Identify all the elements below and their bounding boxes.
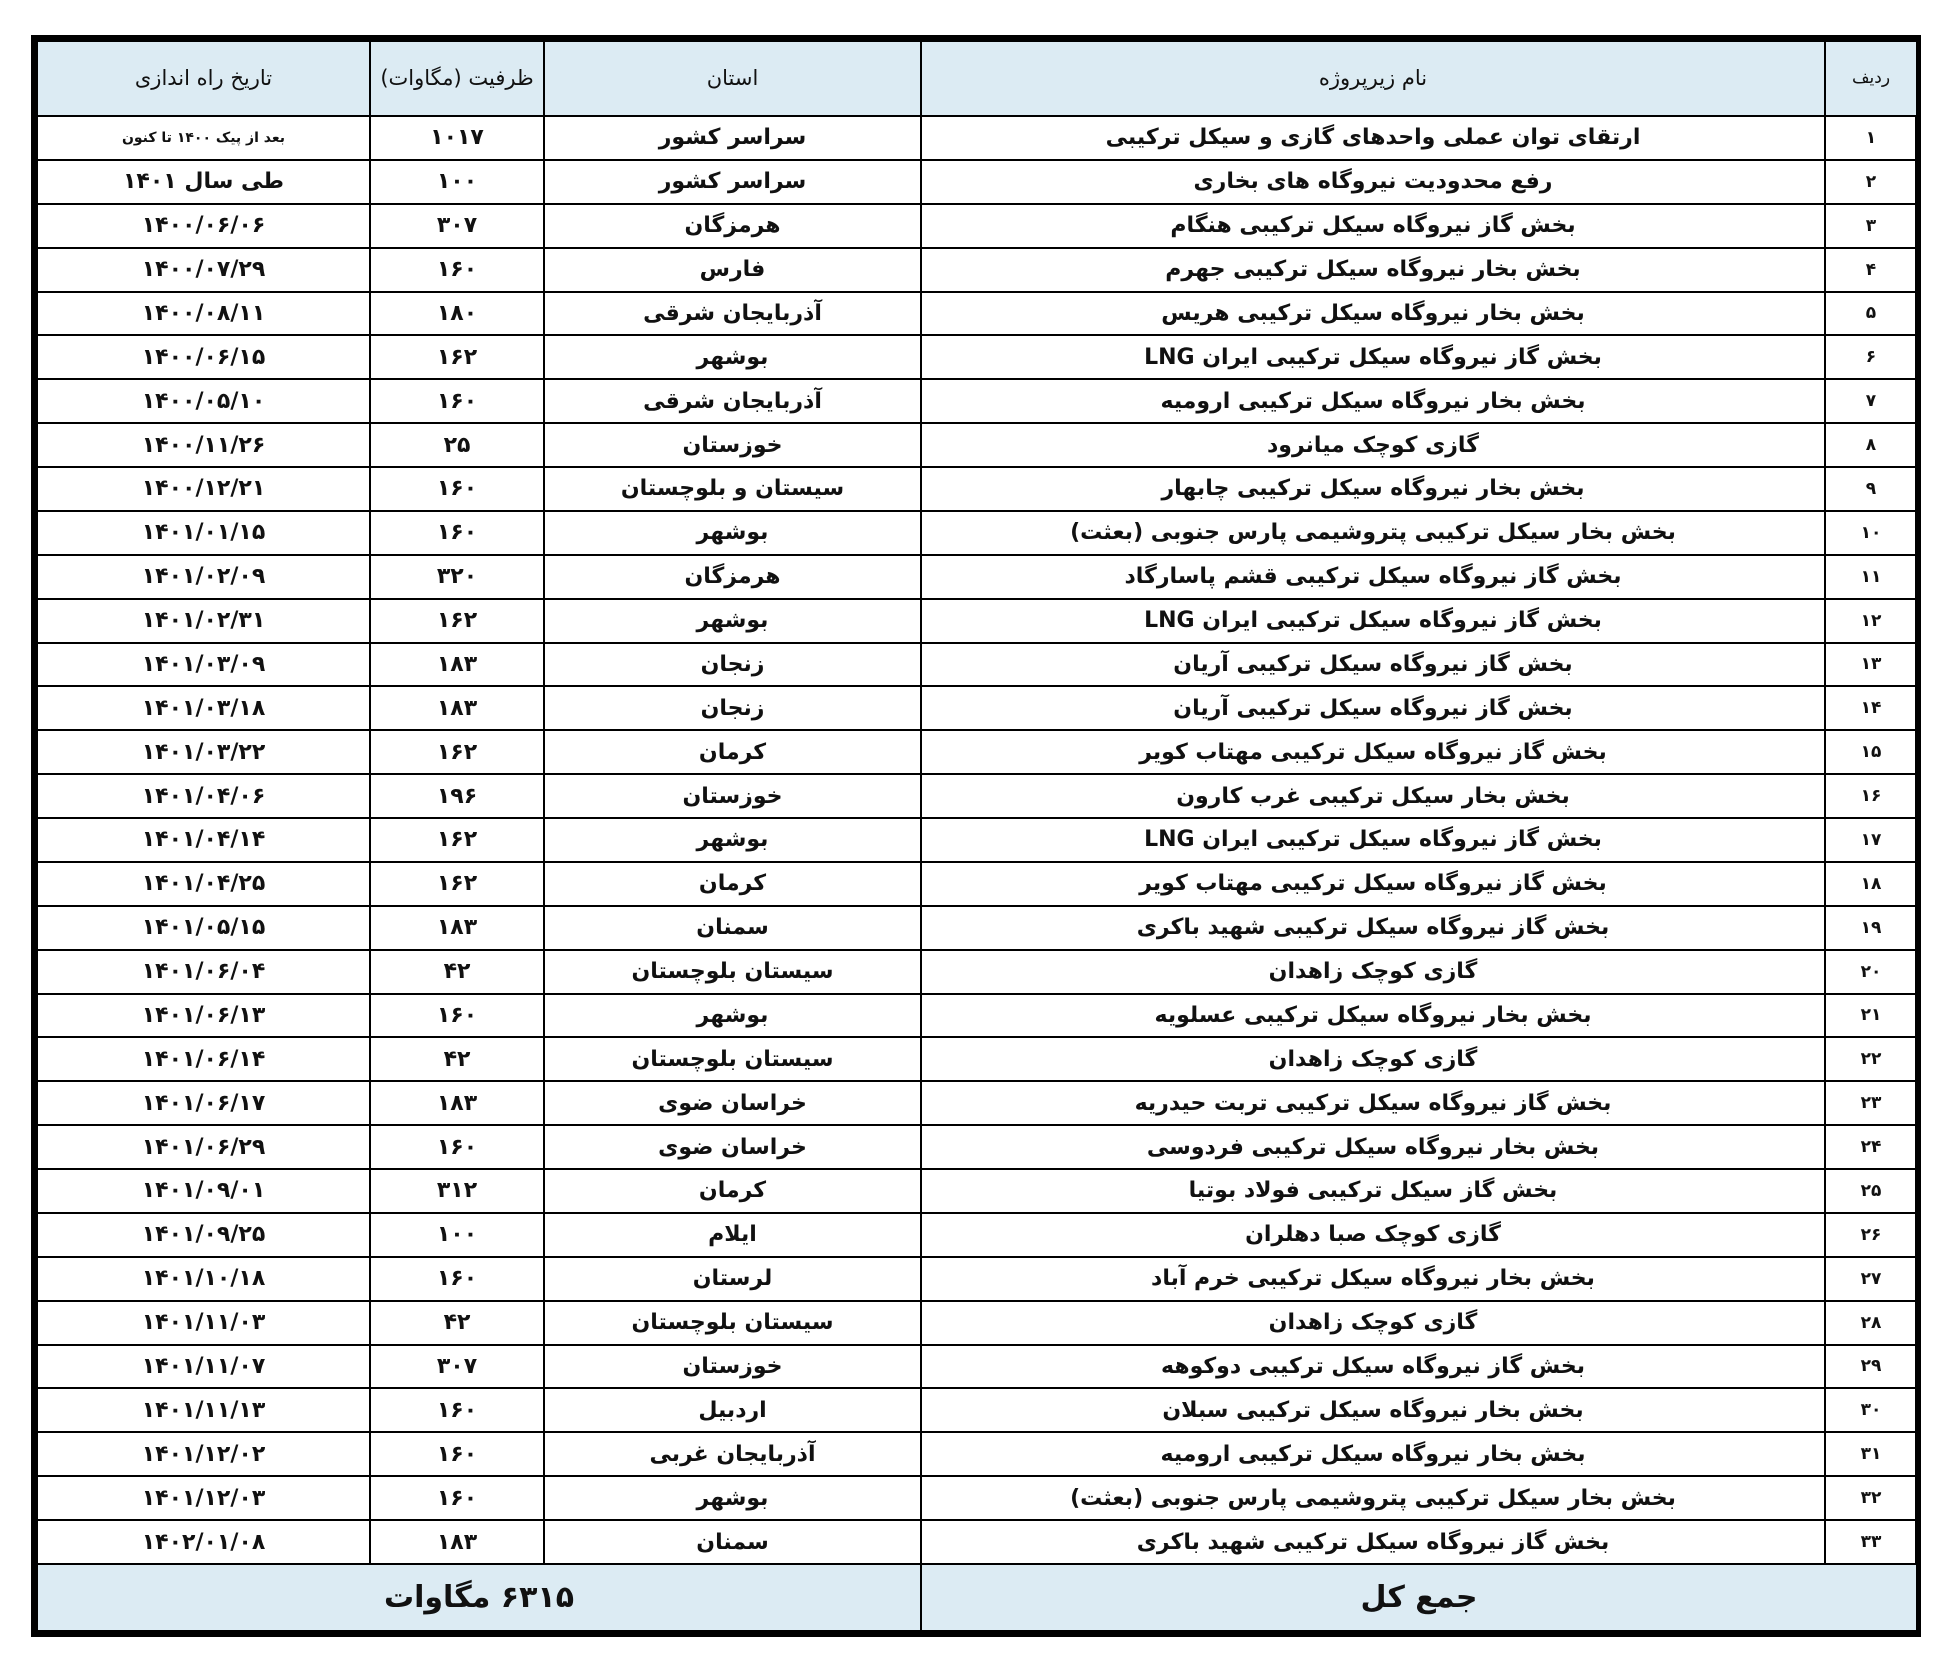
cell-launch-date: ۱۴۰۱/۱۰/۱۸: [37, 1257, 370, 1301]
cell-row-number: ۱۵: [1825, 730, 1917, 774]
header-province: استان: [544, 41, 921, 116]
cell-subproject-name: بخش بخار نیروگاه سیکل ترکیبی هریس: [921, 292, 1825, 336]
cell-row-number: ۳۳: [1825, 1520, 1917, 1564]
cell-province: بوشهر: [544, 511, 921, 555]
cell-subproject-name: رفع محدودیت نیروگاه های بخاری: [921, 160, 1825, 204]
cell-province: کرمان: [544, 862, 921, 906]
cell-row-number: ۷: [1825, 379, 1917, 423]
header-launch-date: تاریخ راه اندازی: [37, 41, 370, 116]
cell-launch-date: ۱۴۰۱/۰۴/۱۴: [37, 818, 370, 862]
cell-launch-date: ۱۴۰۱/۱۲/۰۲: [37, 1432, 370, 1476]
cell-capacity: ۱۰۰: [370, 1213, 544, 1257]
cell-row-number: ۲۴: [1825, 1125, 1917, 1169]
cell-province: سیستان بلوچستان: [544, 1037, 921, 1081]
cell-row-number: ۳: [1825, 204, 1917, 248]
cell-province: فارس: [544, 248, 921, 292]
cell-province: خراسان ضوی: [544, 1125, 921, 1169]
cell-row-number: ۱۰: [1825, 511, 1917, 555]
cell-launch-date: ۱۴۰۲/۰۱/۰۸: [37, 1520, 370, 1564]
table-row: [37, 379, 1917, 423]
cell-province: زنجان: [544, 686, 921, 730]
table-row: [37, 1125, 1917, 1169]
cell-launch-date: ۱۴۰۱/۱۲/۰۳: [37, 1476, 370, 1520]
cell-capacity: ۱۸۰: [370, 292, 544, 336]
cell-subproject-name: بخش گاز نیروگاه سیکل ترکیبی قشم پاسارگاد: [921, 555, 1825, 599]
cell-capacity: ۴۲: [370, 950, 544, 994]
cell-province: بوشهر: [544, 818, 921, 862]
table-row: [37, 1037, 1917, 1081]
cell-province: خوزستان: [544, 774, 921, 818]
cell-capacity: ۱۶۲: [370, 335, 544, 379]
cell-capacity: ۱۶۰: [370, 1257, 544, 1301]
table-row: [37, 116, 1917, 160]
cell-subproject-name: بخش بخار نیروگاه سیکل ترکیبی عسلویه: [921, 994, 1825, 1038]
cell-subproject-name: بخش گاز نیروگاه سیکل ترکیبی آریان: [921, 686, 1825, 730]
cell-row-number: ۱۲: [1825, 599, 1917, 643]
cell-launch-date: ۱۴۰۱/۰۶/۱۳: [37, 994, 370, 1038]
cell-capacity: ۱۶۲: [370, 730, 544, 774]
cell-launch-date: ۱۴۰۱/۱۱/۰۳: [37, 1301, 370, 1345]
table-row: [37, 335, 1917, 379]
cell-capacity: ۱۶۰: [370, 467, 544, 511]
cell-row-number: ۶: [1825, 335, 1917, 379]
cell-subproject-name: بخش گاز نیروگاه سیکل ترکیبی دوکوهه: [921, 1345, 1825, 1389]
cell-province: آذربایجان غربی: [544, 1432, 921, 1476]
cell-row-number: ۳۰: [1825, 1388, 1917, 1432]
cell-subproject-name: بخش گاز نیروگاه سیکل ترکیبی آریان: [921, 643, 1825, 687]
cell-launch-date: ۱۴۰۱/۰۶/۱۴: [37, 1037, 370, 1081]
cell-launch-date: ۱۴۰۱/۰۵/۱۵: [37, 906, 370, 950]
cell-province: سراسر کشور: [544, 116, 921, 160]
cell-capacity: ۱۶۰: [370, 1432, 544, 1476]
cell-launch-date: ۱۴۰۱/۰۲/۳۱: [37, 599, 370, 643]
cell-row-number: ۳۲: [1825, 1476, 1917, 1520]
table-row: [37, 774, 1917, 818]
cell-row-number: ۱۶: [1825, 774, 1917, 818]
cell-launch-date: طی سال ۱۴۰۱: [37, 160, 370, 204]
cell-row-number: ۲۰: [1825, 950, 1917, 994]
cell-subproject-name: بخش گاز سیکل ترکیبی فولاد بوتیا: [921, 1169, 1825, 1213]
cell-launch-date: ۱۴۰۱/۰۱/۱۵: [37, 511, 370, 555]
cell-capacity: ۱۸۳: [370, 643, 544, 687]
table-row: [37, 1432, 1917, 1476]
cell-launch-date: ۱۴۰۱/۱۱/۱۳: [37, 1388, 370, 1432]
cell-province: بوشهر: [544, 599, 921, 643]
cell-launch-date: ۱۴۰۱/۰۳/۱۸: [37, 686, 370, 730]
cell-launch-date: ۱۴۰۱/۰۴/۲۵: [37, 862, 370, 906]
cell-province: خوزستان: [544, 423, 921, 467]
cell-subproject-name: بخش بخار نیروگاه سیکل ترکیبی سبلان: [921, 1388, 1825, 1432]
table-row: [37, 730, 1917, 774]
cell-capacity: ۳۱۲: [370, 1169, 544, 1213]
cell-province: سمنان: [544, 1520, 921, 1564]
table-row: [37, 1257, 1917, 1301]
cell-province: خوزستان: [544, 1345, 921, 1389]
cell-capacity: ۱۶۰: [370, 248, 544, 292]
cell-capacity: ۱۸۳: [370, 686, 544, 730]
total-label: جمع کل: [921, 1564, 1917, 1631]
table-row: [37, 994, 1917, 1038]
cell-row-number: ۴: [1825, 248, 1917, 292]
cell-province: سیستان بلوچستان: [544, 950, 921, 994]
cell-launch-date: ۱۴۰۱/۰۳/۲۲: [37, 730, 370, 774]
cell-launch-date: ۱۴۰۱/۰۶/۰۴: [37, 950, 370, 994]
cell-capacity: ۱۶۰: [370, 511, 544, 555]
cell-subproject-name: بخش بخار نیروگاه سیکل ترکیبی ارومیه: [921, 1432, 1825, 1476]
cell-subproject-name: بخش گاز نیروگاه سیکل ترکیبی ایران LNG: [921, 599, 1825, 643]
cell-row-number: ۲۱: [1825, 994, 1917, 1038]
cell-province: خراسان ضوی: [544, 1081, 921, 1125]
cell-province: کرمان: [544, 730, 921, 774]
table-row: [37, 511, 1917, 555]
cell-capacity: ۳۰۷: [370, 1345, 544, 1389]
header-row-number: ردیف: [1825, 41, 1917, 116]
cell-row-number: ۵: [1825, 292, 1917, 336]
cell-row-number: ۸: [1825, 423, 1917, 467]
header-capacity: ظرفیت (مگاوات): [370, 41, 544, 116]
cell-province: آذربایجان شرقی: [544, 292, 921, 336]
cell-province: سمنان: [544, 906, 921, 950]
cell-row-number: ۲۹: [1825, 1345, 1917, 1389]
cell-capacity: ۱۶۰: [370, 379, 544, 423]
cell-row-number: ۱: [1825, 116, 1917, 160]
cell-capacity: ۳۲۰: [370, 555, 544, 599]
table-row: [37, 423, 1917, 467]
cell-subproject-name: بخش بخار نیروگاه سیکل ترکیبی جهرم: [921, 248, 1825, 292]
table-row: [37, 467, 1917, 511]
cell-row-number: ۳۱: [1825, 1432, 1917, 1476]
cell-province: سیستان و بلوچستان: [544, 467, 921, 511]
cell-subproject-name: بخش گاز نیروگاه سیکل ترکیبی هنگام: [921, 204, 1825, 248]
cell-capacity: ۱۸۳: [370, 1081, 544, 1125]
table-row: [37, 599, 1917, 643]
table-row: [37, 1169, 1917, 1213]
cell-subproject-name: بخش گاز نیروگاه سیکل ترکیبی ایران LNG: [921, 335, 1825, 379]
cell-row-number: ۲۵: [1825, 1169, 1917, 1213]
cell-subproject-name: بخش بخار سیکل ترکیبی غرب کارون: [921, 774, 1825, 818]
table-row: [37, 818, 1917, 862]
table-row: [37, 643, 1917, 687]
cell-capacity: ۱۸۳: [370, 906, 544, 950]
cell-launch-date: ۱۴۰۱/۱۱/۰۷: [37, 1345, 370, 1389]
cell-capacity: ۱۶۰: [370, 1476, 544, 1520]
cell-capacity: ۱۶۰: [370, 1388, 544, 1432]
total-value: ۶۳۱۵ مگاوات: [37, 1564, 921, 1631]
total-row: [37, 1564, 1917, 1631]
table-row: [37, 1388, 1917, 1432]
cell-capacity: ۱۰۰: [370, 160, 544, 204]
cell-row-number: ۱۱: [1825, 555, 1917, 599]
cell-launch-date: ۱۴۰۱/۰۶/۱۷: [37, 1081, 370, 1125]
cell-launch-date: ۱۴۰۱/۰۲/۰۹: [37, 555, 370, 599]
cell-subproject-name: بخش گاز نیروگاه سیکل ترکیبی شهید باکری: [921, 1520, 1825, 1564]
table-row: [37, 160, 1917, 204]
cell-launch-date: ۱۴۰۰/۰۷/۲۹: [37, 248, 370, 292]
cell-province: هرمزگان: [544, 204, 921, 248]
cell-launch-date: ۱۴۰۱/۰۶/۲۹: [37, 1125, 370, 1169]
cell-subproject-name: بخش بخار نیروگاه سیکل ترکیبی چابهار: [921, 467, 1825, 511]
cell-capacity: ۱۹۶: [370, 774, 544, 818]
cell-province: سیستان بلوچستان: [544, 1301, 921, 1345]
cell-subproject-name: بخش بخار نیروگاه سیکل ترکیبی ارومیه: [921, 379, 1825, 423]
cell-row-number: ۱۹: [1825, 906, 1917, 950]
cell-row-number: ۲۷: [1825, 1257, 1917, 1301]
cell-launch-date: ۱۴۰۱/۰۳/۰۹: [37, 643, 370, 687]
table-row: [37, 862, 1917, 906]
cell-row-number: ۱۸: [1825, 862, 1917, 906]
cell-subproject-name: گازی کوچک زاهدان: [921, 1037, 1825, 1081]
cell-subproject-name: گازی کوچک میانرود: [921, 423, 1825, 467]
cell-launch-date: ۱۴۰۰/۰۶/۰۶: [37, 204, 370, 248]
cell-subproject-name: گازی کوچک زاهدان: [921, 950, 1825, 994]
cell-province: بوشهر: [544, 1476, 921, 1520]
cell-province: کرمان: [544, 1169, 921, 1213]
table-row: [37, 1301, 1917, 1345]
table-row: [37, 1520, 1917, 1564]
cell-subproject-name: بخش گاز نیروگاه سیکل ترکیبی مهتاب کویر: [921, 862, 1825, 906]
cell-row-number: ۱۷: [1825, 818, 1917, 862]
table-row: [37, 555, 1917, 599]
cell-province: ایلام: [544, 1213, 921, 1257]
cell-launch-date: ۱۴۰۰/۱۲/۲۱: [37, 467, 370, 511]
header-subproject-name: نام زیرپروژه: [921, 41, 1825, 116]
cell-launch-date: ۱۴۰۱/۰۹/۲۵: [37, 1213, 370, 1257]
cell-launch-date: ۱۴۰۰/۰۶/۱۵: [37, 335, 370, 379]
table-row: [37, 906, 1917, 950]
cell-subproject-name: بخش گاز نیروگاه سیکل ترکیبی تربت حیدریه: [921, 1081, 1825, 1125]
cell-capacity: ۱۰۱۷: [370, 116, 544, 160]
cell-row-number: ۱۳: [1825, 643, 1917, 687]
cell-subproject-name: بخش بخار نیروگاه سیکل ترکیبی خرم آباد: [921, 1257, 1825, 1301]
cell-capacity: ۱۶۲: [370, 818, 544, 862]
cell-launch-date: ۱۴۰۰/۰۵/۱۰: [37, 379, 370, 423]
cell-launch-date: ۱۴۰۰/۰۸/۱۱: [37, 292, 370, 336]
table-row: [37, 1081, 1917, 1125]
table-row: [37, 950, 1917, 994]
cell-subproject-name: بخش بخار سیکل ترکیبی پتروشیمی پارس جنوبی (بعثت): [921, 511, 1825, 555]
cell-subproject-name: بخش گاز نیروگاه سیکل ترکیبی ایران LNG: [921, 818, 1825, 862]
cell-capacity: ۴۲: [370, 1037, 544, 1081]
cell-capacity: ۲۵: [370, 423, 544, 467]
cell-row-number: ۲۲: [1825, 1037, 1917, 1081]
table-row: [37, 248, 1917, 292]
cell-capacity: ۱۸۳: [370, 1520, 544, 1564]
cell-launch-date: ۱۴۰۰/۱۱/۲۶: [37, 423, 370, 467]
cell-subproject-name: ارتقای توان عملی واحدهای گازی و سیکل ترکیبی: [921, 116, 1825, 160]
table-row: [37, 686, 1917, 730]
cell-province: لرستان: [544, 1257, 921, 1301]
cell-province: هرمزگان: [544, 555, 921, 599]
cell-row-number: ۲: [1825, 160, 1917, 204]
table-header-row: [37, 41, 1917, 116]
cell-subproject-name: بخش بخار نیروگاه سیکل ترکیبی فردوسی: [921, 1125, 1825, 1169]
power-plant-projects-table: [36, 40, 1918, 1632]
cell-launch-date: ۱۴۰۱/۰۹/۰۱: [37, 1169, 370, 1213]
cell-row-number: ۲۶: [1825, 1213, 1917, 1257]
cell-subproject-name: گازی کوچک صبا دهلران: [921, 1213, 1825, 1257]
cell-row-number: ۱۴: [1825, 686, 1917, 730]
cell-subproject-name: بخش بخار سیکل ترکیبی پتروشیمی پارس جنوبی (بعثت): [921, 1476, 1825, 1520]
cell-province: اردبیل: [544, 1388, 921, 1432]
cell-subproject-name: گازی کوچک زاهدان: [921, 1301, 1825, 1345]
cell-capacity: ۱۶۰: [370, 1125, 544, 1169]
table-body: [37, 116, 1917, 1564]
cell-row-number: ۹: [1825, 467, 1917, 511]
cell-capacity: ۳۰۷: [370, 204, 544, 248]
cell-capacity: ۱۶۲: [370, 599, 544, 643]
cell-province: آذربایجان شرقی: [544, 379, 921, 423]
cell-province: بوشهر: [544, 335, 921, 379]
cell-province: بوشهر: [544, 994, 921, 1038]
cell-row-number: ۲۸: [1825, 1301, 1917, 1345]
table-row: [37, 1345, 1917, 1389]
cell-province: سراسر کشور: [544, 160, 921, 204]
cell-subproject-name: بخش گاز نیروگاه سیکل ترکیبی شهید باکری: [921, 906, 1825, 950]
cell-province: زنجان: [544, 643, 921, 687]
cell-capacity: ۱۶۰: [370, 994, 544, 1038]
table-row: [37, 204, 1917, 248]
cell-row-number: ۲۳: [1825, 1081, 1917, 1125]
table-row: [37, 292, 1917, 336]
cell-capacity: ۴۲: [370, 1301, 544, 1345]
cell-launch-date: بعد از پیک ۱۴۰۰ تا کنون: [37, 116, 370, 160]
cell-capacity: ۱۶۲: [370, 862, 544, 906]
table-row: [37, 1476, 1917, 1520]
cell-launch-date: ۱۴۰۱/۰۴/۰۶: [37, 774, 370, 818]
cell-subproject-name: بخش گاز نیروگاه سیکل ترکیبی مهتاب کویر: [921, 730, 1825, 774]
table-row: [37, 1213, 1917, 1257]
